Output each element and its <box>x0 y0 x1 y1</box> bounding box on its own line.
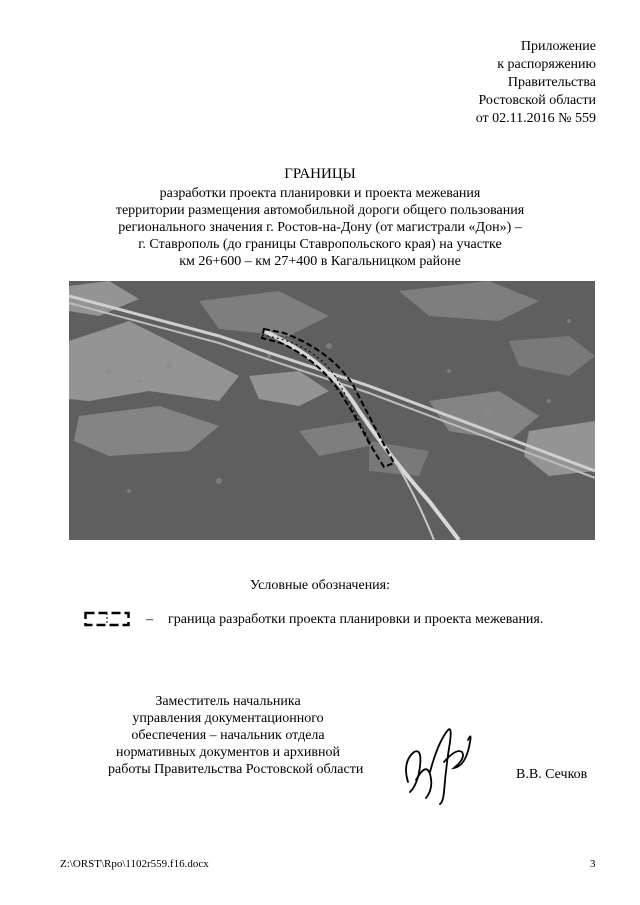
signer-position <box>108 693 364 778</box>
legend-dash: – <box>146 612 153 627</box>
title-line: регионального значения г. Ростов-на-Дону (от магистрали «Дон») – <box>118 220 522 235</box>
title-line: разработки проекта планировки и проекта межевания <box>159 186 481 201</box>
signer-position-line: Заместитель начальника <box>155 694 301 709</box>
aerial-map <box>69 281 595 540</box>
title-line: км 26+600 – км 27+400 в Кагальницком районе <box>179 254 461 269</box>
signer-position-line: работы Правительства Ростовской области <box>108 762 364 777</box>
appendix-line: Правительства <box>507 75 596 90</box>
appendix-line: от 02.11.2016 № 559 <box>475 111 596 126</box>
page-number: 3 <box>590 858 596 870</box>
signer-position-line: управления документационного <box>132 711 324 726</box>
legend-title: Условные обозначения: <box>249 578 391 593</box>
appendix-line: Приложение <box>520 39 596 54</box>
appendix-line: Ростовской области <box>478 93 596 108</box>
legend-item-text: граница разработки проекта планировки и проекта межевания. <box>168 612 544 627</box>
handwritten-signature <box>400 722 480 806</box>
signer-position-line: обеспечения – начальник отдела <box>131 728 325 743</box>
appendix-block <box>416 38 596 128</box>
title-line: г. Ставрополь (до границы Ставропольского края) на участке <box>138 237 502 252</box>
title-heading: ГРАНИЦЫ <box>284 166 356 182</box>
appendix-line: к распоряжению <box>497 57 596 72</box>
boundary-dashed-icon <box>84 611 130 629</box>
footer-file-path: Z:\ORST\Rpo\1102r559.f16.docx <box>60 858 209 870</box>
signer-position-line: нормативных документов и архивной <box>116 745 340 760</box>
document-title <box>60 166 580 270</box>
title-line: территории размещения автомобильной дороги общего пользования <box>115 203 525 218</box>
signer-name: В.В. Сечков <box>516 767 588 782</box>
aerial-map-image <box>69 281 595 540</box>
